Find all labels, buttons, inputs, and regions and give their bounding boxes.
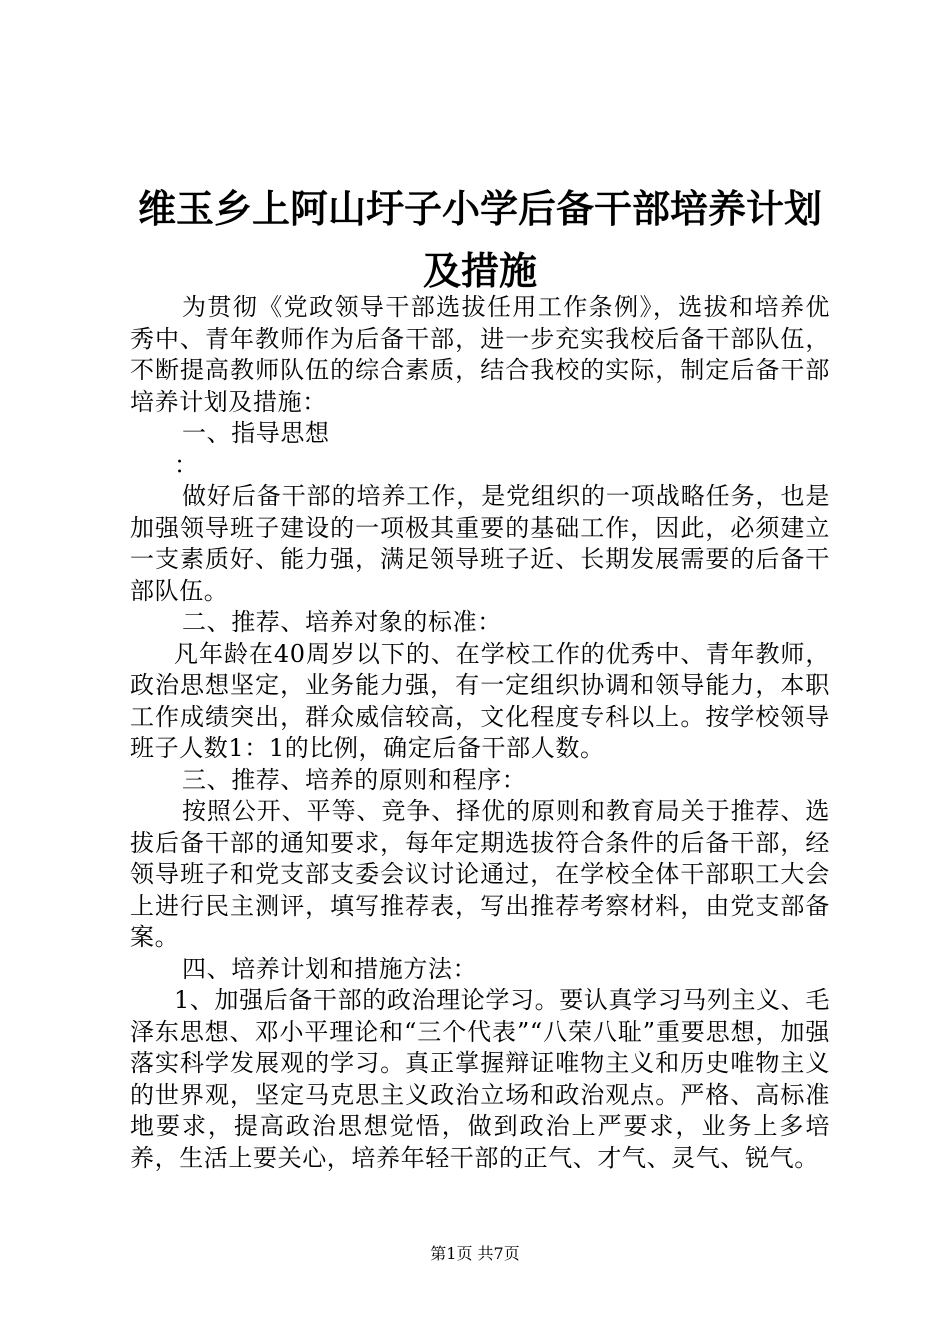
criteria-paragraph: 凡年龄在40周岁以下的、在学校工作的优秀中、青年教师，政治思想坚定，业务能力强，有一定组织协调和领导能力，本职工作成绩突出，群众威信较高，文化程度专科以上。按学校领导班子人数1：1的比例，确定后备干部人数。	[130, 639, 830, 762]
page-indicator: 第1页 共7页	[430, 1244, 520, 1263]
document-body	[130, 292, 830, 1174]
section-heading-plan: 四、培养计划和措施方法：	[182, 954, 478, 983]
section-heading-guiding-ideology: 一、指导思想	[182, 419, 330, 447]
guiding-ideology-paragraph: 做好后备干部的培养工作，是党组织的一项战略任务，也是加强领导班子建设的一项极其重要的基础工作，因此，必须建立一支素质好、能力强，满足领导班子近、长期发展需要的后备干部队伍。	[130, 482, 830, 605]
colon-line: ：	[174, 450, 199, 479]
intro-paragraph: 为贯彻《党政领导干部选拔任用工作条例》，选拔和培养优秀中、青年教师作为后备干部，进一步充实我校后备干部队伍，不断提高教师队伍的综合素质，结合我校的实际，制定后备干部培养计划及措施：	[130, 293, 830, 416]
principles-paragraph: 按照公开、平等、竞争、择优的原则和教育局关于推荐、选拔后备干部的通知要求，每年定期选拔符合条件的后备干部，经领导班子和党支部支委会议讨论通过，在学校全体干部职工大会上进行民主测评，填写推荐表，写出推荐考察材料，由党支部备案。	[130, 797, 830, 951]
section-heading-principles: 三、推荐、培养的原则和程序：	[182, 765, 527, 794]
plan-paragraph-1: 1、加强后备干部的政治理论学习。要认真学习马列主义、毛泽东思想、邓小平理论和“三个代表”“八荣八耻”重要思想，加强落实科学发展观的学习。真正掌握辩证唯物主义和历史唯物主义的世界观，坚定马克思主义政治立场和政治观点。严格、高标准地要求，提高政治思想觉悟，做到政治上严要求，业务上多培养，生活上要关心，培养年轻干部的正气、才气、灵气、锐气。	[130, 986, 830, 1172]
document-title: 维玉乡上阿山圩子小学后备干部培养计划及措施	[137, 186, 822, 293]
section-heading-criteria: 二、推荐、培养对象的标准：	[182, 608, 502, 636]
